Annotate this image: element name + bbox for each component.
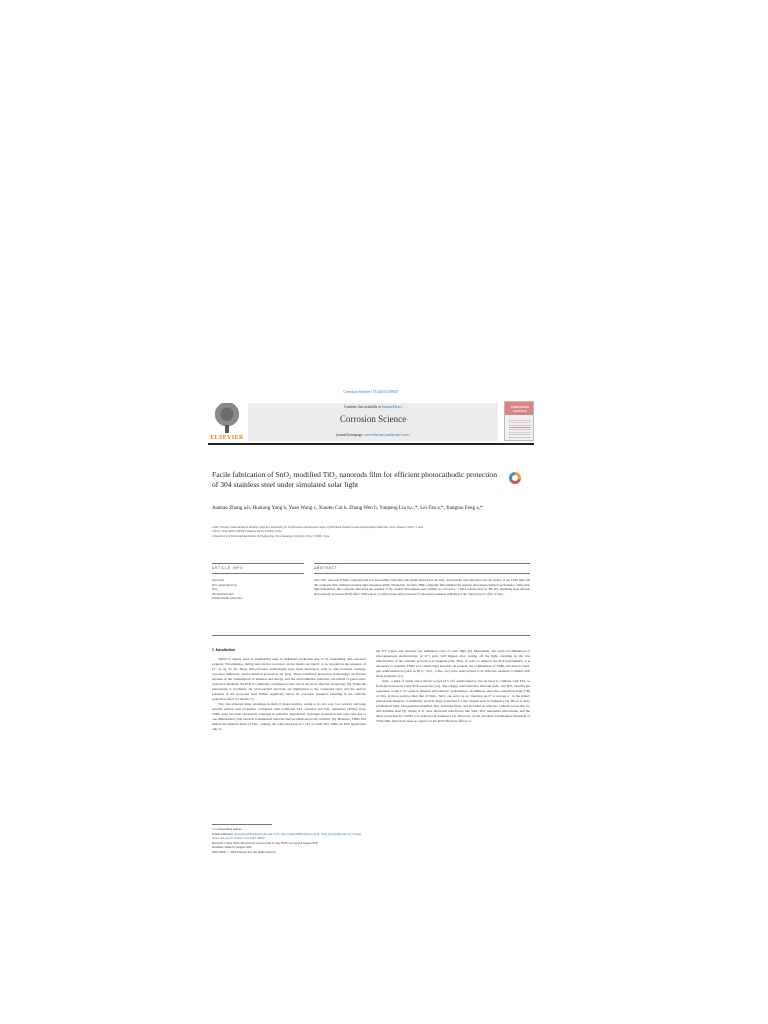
- available-online: Available online 07 August 2020: [212, 845, 252, 850]
- affiliation-a: a NPC Tubular Goods Research Institute, State Key Laboratory for Performance and Structure Safety of Petroleum Tubular Goods and Equipment Materials, Xi'an, Shaanxi 710077, China: [212, 526, 424, 529]
- crossmark-center: [512, 475, 518, 481]
- keyword-item: TiO₂ nanorods array: [212, 582, 237, 587]
- homepage-line: [248, 433, 498, 437]
- header-divider: [208, 443, 534, 445]
- copyright-line: 0010-938X/ © 2020 Elsevier Ltd. All rights reserved.: [212, 849, 277, 854]
- body-paragraph: SnO₂, a kind of stable and nontoxic n-type (3.5 eV) semiconductor, has be used to combine with TiO₂ to form photoanode in some PCP researches [12]. The stagger band structure between SnO₂ and TiO₂ benefits the separation of the e⁻/h⁺ pairs to enhance photoelectric performance. In addition, since the conduction band (CB) of TiO₂ is more positive than that of SnO₂, SnO₂ can serve as an "electron pool" to storage e⁻ in the binary photoanode material, to ultimately provide delay protection for the coupled steel in darkness [13]. Hu et al. have synthesized SnO₂ nanoparticles modified TiO₂ nanotube films, and provided an effective cathodic protection for 403 stainless steel [9]. Zhang et al. have fabricated nanoflower like SnO₂-TiO₂ nanotubes photoanode, and the delay protection for 304SS was achieved in darkness [12]. However, as the excellent nanofilament materials of TNTs film, there have been no reports on the PCP efficiency effects of: [376, 679, 530, 723]
- body-paragraph: the UV region and decrease the utilization ratio of solar light [9]. Meanwhile, the rapid recombination of photogenerated electrons/hole (e⁻/h⁺) pairs will happen after cutting off the light, resulting in the low effectiveness of the cathodic protection in darkness [10]. Thus, in order to enhance the PCP performance, it is necessary to sensitize TNRs as a visible light absorber. At present, the combination of TNRs and narrow band-gap semiconductors (such as Bi₂S₃, WO₃, CdSe, etc.) have been proved to be effective methods to hinder with those problems [11].: [376, 649, 530, 678]
- keyword-item: Photocathodic protection: [212, 596, 243, 601]
- abstract-bottom-rule: [212, 635, 530, 636]
- contents-line: [248, 405, 498, 409]
- author-list: Juantao Zhang a,b, Hualong Yang b, Yuan Wang c, Xiaobo Cui b, Zhang Wen b, Yunpeng Liu b,c,*, Lei Fan a,*, Jiangtao Feng a,*: [212, 505, 483, 511]
- affiliation-b: b Petro China Tarim Oilfield Company, Korla, 841000, China: [212, 530, 282, 534]
- body-column-right: [376, 649, 530, 724]
- article-title: Facile fabrication of SnO₂ modified TiO₂ nanorods film for efficient photocathodic protection of 304 stainless steel under simulated solar light: [212, 470, 498, 489]
- received-dates: Received 7 April 2020; Received in revised form 15 July 2020; Accepted 3 August 2020: [212, 840, 319, 845]
- body-paragraph: 304SS is widely used as engineering steel in industrial production due to its outstanding anti-corrosion property. Nevertheless, pitting and crevice corrosion on the metals are barely to be avoided in the presence of Cl⁻ [1–3]. So far, many anti-corrosion technologies have been developed, such as anti-corrosion coatings, corrosion inhibitors, electrochemical protection, etc [4,5]. These traditional protection technologies are limited because of the consumption of material and energy, and the environmental pollution. On behalf of green steel-protection methods, the PCP is commonly considered as the one of the most effective technology [6]. When the photoanode is irradiated, the photoexcited electrons are immigrated to the connected steel, and the surface potential of the protected steel shifted negatively below its corrosion potential, resulting in the cathodic protection effect for metals [7].: [212, 657, 366, 701]
- abstract-text: SnO₂/TiO₂ nanorods (TNRs) composite film was successfully fabricated. The results showed that the SnO₂ nanoparticles were deposited onto the surface of the TNRs film, and this composite film exhibited excellent light absorption ability. Meanwhile, the SnO₂/TNRs composite film exhibited the superior photoelectrochemical performance. With white light illumination, this composite film made the potential of the coupled 304 stainless steel (304SS) in a 0.5 mol L⁻¹ NaCl solution drop by 380 mV, exhibiting more efficient photocathodic protection (PCP) effect. What's more, it could provide delay protection for the steel in darkness attributing to the "electron pool" effect of SnO₂.: [314, 578, 530, 596]
- abstract-heading: ABSTRACT: [314, 566, 338, 570]
- crossmark-icon[interactable]: [509, 472, 521, 486]
- article-info-mid-rule: [212, 573, 304, 574]
- body-column-left: [212, 657, 366, 732]
- tree-trunk: [225, 425, 229, 433]
- keyword-item: 304 stainless steel: [212, 591, 234, 596]
- keywords-block: [212, 578, 302, 601]
- journal-cover-thumbnail[interactable]: [504, 401, 534, 441]
- cover-title: CORROSION SCIENCE: [510, 405, 530, 413]
- cover-text-lines: [509, 420, 531, 438]
- keyword-item: SnO₂: [212, 587, 219, 592]
- article-info-top-rule: [212, 563, 304, 564]
- email-prefix: E-mail addresses:: [212, 831, 234, 836]
- affiliation-c: c Department of Environmental Science & Engineering, Xi'an Jiaotong University, Xi'an, 710049, China: [212, 534, 330, 538]
- journal-reference[interactable]: Corrosion Science 175 (2020) 108927: [343, 390, 399, 394]
- footnotes: [212, 827, 530, 855]
- doi-link[interactable]: https://doi.org/10.1016/j.corsci.2020.108927: [212, 836, 266, 841]
- journal-info-box: [248, 403, 498, 441]
- journal-header: [208, 401, 534, 441]
- homepage-link[interactable]: www.elsevier.com/locate/corsci: [364, 433, 410, 437]
- journal-title: Corrosion Science: [339, 414, 407, 424]
- corresponding-note: * Corresponding authors.: [212, 827, 243, 831]
- abstract-top-rule: [314, 563, 530, 564]
- homepage-prefix: journal homepage:: [336, 433, 365, 437]
- keywords-label: Keywords: [212, 578, 224, 582]
- article-page: [206, 386, 536, 876]
- body-paragraph: TiO₂ has attracted many attentions in field of photocatalysis, owing to its low cost, low toxicity and large specific surface area properties. Compared with traditional TiO₂ particles and TiO₂ nanotubes (TNTs) array, TNRs array has been extensively exploited in pollution degradation, hydrogen production and solar cells due to one-dimensional (1D) electron transmission shortcut and excellent electronic mobility [8]. However, TNRs still suffers the inherent flaws of TiO₂, namely, the wide band gap (3.1 eV) of rutile TiO₂ limits its PCP application only in: [212, 702, 366, 731]
- elsevier-logo[interactable]: [208, 401, 246, 441]
- abstract-mid-rule: [314, 573, 530, 574]
- introduction-heading: 1. Introduction: [212, 648, 236, 652]
- affiliations: [212, 526, 530, 539]
- footnote-rule: [212, 824, 272, 825]
- sciencedirect-link[interactable]: ScienceDirect: [381, 405, 402, 409]
- elsevier-wordmark: ELSEVIER: [210, 435, 244, 441]
- contents-prefix: Contents lists available at: [344, 405, 382, 409]
- email-links[interactable]: liuyunpeng2004@mail.xjtu.edu.cn (Y. Liu), fanlei198802@163.com (L. Fan), fjtes@xjtu.edu.cn (J. Feng).: [234, 831, 362, 836]
- article-info-heading: ARTICLE INFO: [212, 566, 244, 570]
